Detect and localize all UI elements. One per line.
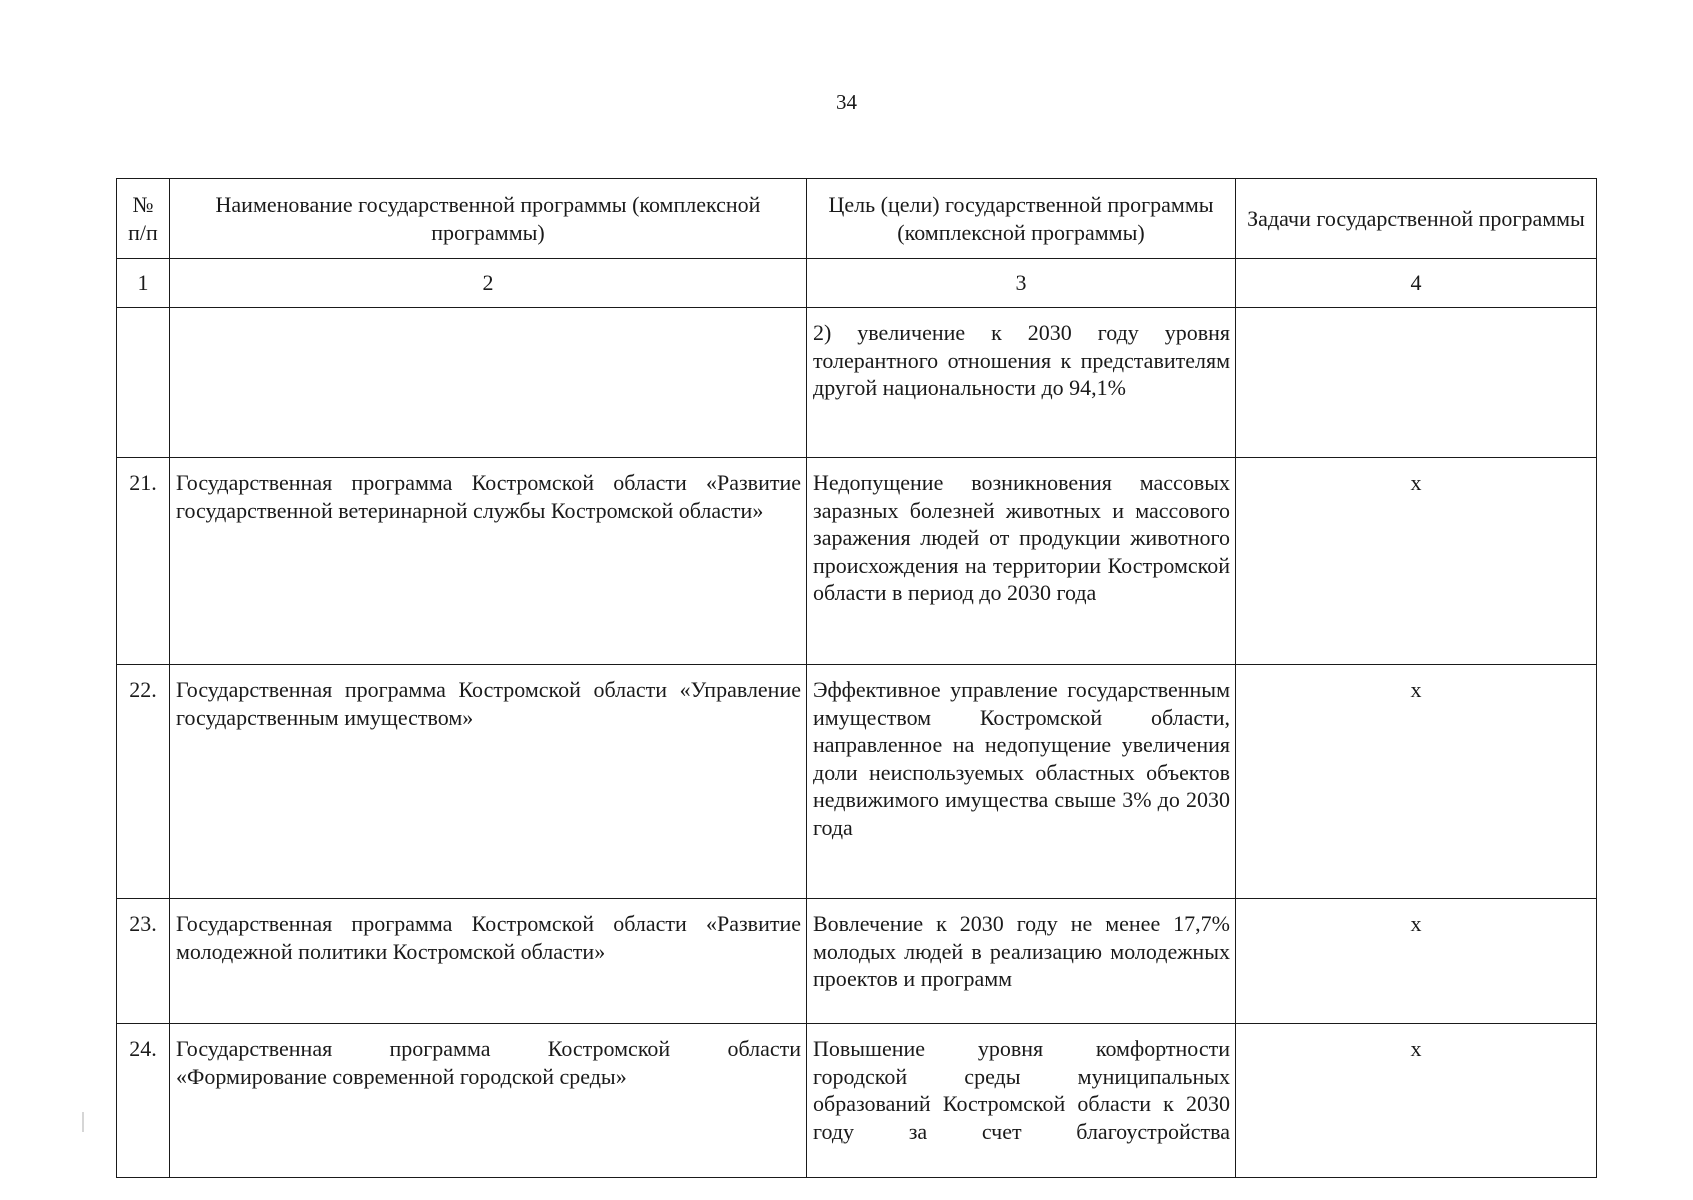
table-row xyxy=(117,1024,1597,1178)
programs-table xyxy=(116,178,1597,1178)
header-program-tasks: Задачи государственной программы xyxy=(1236,179,1597,259)
table-row xyxy=(117,665,1597,899)
header-program-name: Наименование государственной программы (комплексной программы) xyxy=(170,179,807,259)
row-program-tasks: х xyxy=(1236,665,1597,899)
header-num: № п/п xyxy=(117,179,170,259)
header-program-goal: Цель (цели) государственной программы (комплексной программы) xyxy=(807,179,1236,259)
column-index-1: 1 xyxy=(117,259,170,308)
row-num: 23. xyxy=(117,899,170,1024)
row-program-tasks xyxy=(1236,308,1597,458)
row-num: 22. xyxy=(117,665,170,899)
column-index-2: 2 xyxy=(170,259,807,308)
table-row xyxy=(117,899,1597,1024)
table-header-row xyxy=(117,179,1597,259)
row-program-tasks: х xyxy=(1236,458,1597,665)
row-program-goal: Повышение уровня комфортности городской среды муниципальных образований Костромской области к 2030 году за счет благоустройства xyxy=(807,1024,1236,1178)
row-program-tasks: х xyxy=(1236,1024,1597,1178)
row-program-name: Государственная программа Костромской области «Развитие государственной ветеринарной службы Костромской области» xyxy=(170,458,807,665)
scan-artifact-mark xyxy=(82,1112,84,1132)
row-program-name xyxy=(170,308,807,458)
row-program-name: Государственная программа Костромской области «Управление государственным имуществом» xyxy=(170,665,807,899)
row-program-tasks: х xyxy=(1236,899,1597,1024)
row-program-goal: Эффективное управление государственным имуществом Костромской области, направленное на недопущение увеличения доли неиспользуемых областных объектов недвижимого имущества свыше 3% до 2030 года xyxy=(807,665,1236,899)
row-program-name: Государственная программа Костромской области «Развитие молодежной политики Костромской области» xyxy=(170,899,807,1024)
table-row xyxy=(117,458,1597,665)
column-index-3: 3 xyxy=(807,259,1236,308)
table-row xyxy=(117,308,1597,458)
row-num xyxy=(117,308,170,458)
column-index-row xyxy=(117,259,1597,308)
row-program-name: Государственная программа Костромской области «Формирование современной городской среды» xyxy=(170,1024,807,1178)
row-program-goal: Недопущение возникновения массовых заразных болезней животных и массового заражения людей от продукции животного происхождения на территории Костромской области в период до 2030 года xyxy=(807,458,1236,665)
row-program-goal: Вовлечение к 2030 году не менее 17,7% молодых людей в реализацию молодежных проектов и программ xyxy=(807,899,1236,1024)
row-num: 24. xyxy=(117,1024,170,1178)
column-index-4: 4 xyxy=(1236,259,1597,308)
row-program-goal: 2) увеличение к 2030 году уровня толерантного отношения к представителям другой национальности до 94,1% xyxy=(807,308,1236,458)
page-number: 34 xyxy=(836,90,857,114)
row-num: 21. xyxy=(117,458,170,665)
